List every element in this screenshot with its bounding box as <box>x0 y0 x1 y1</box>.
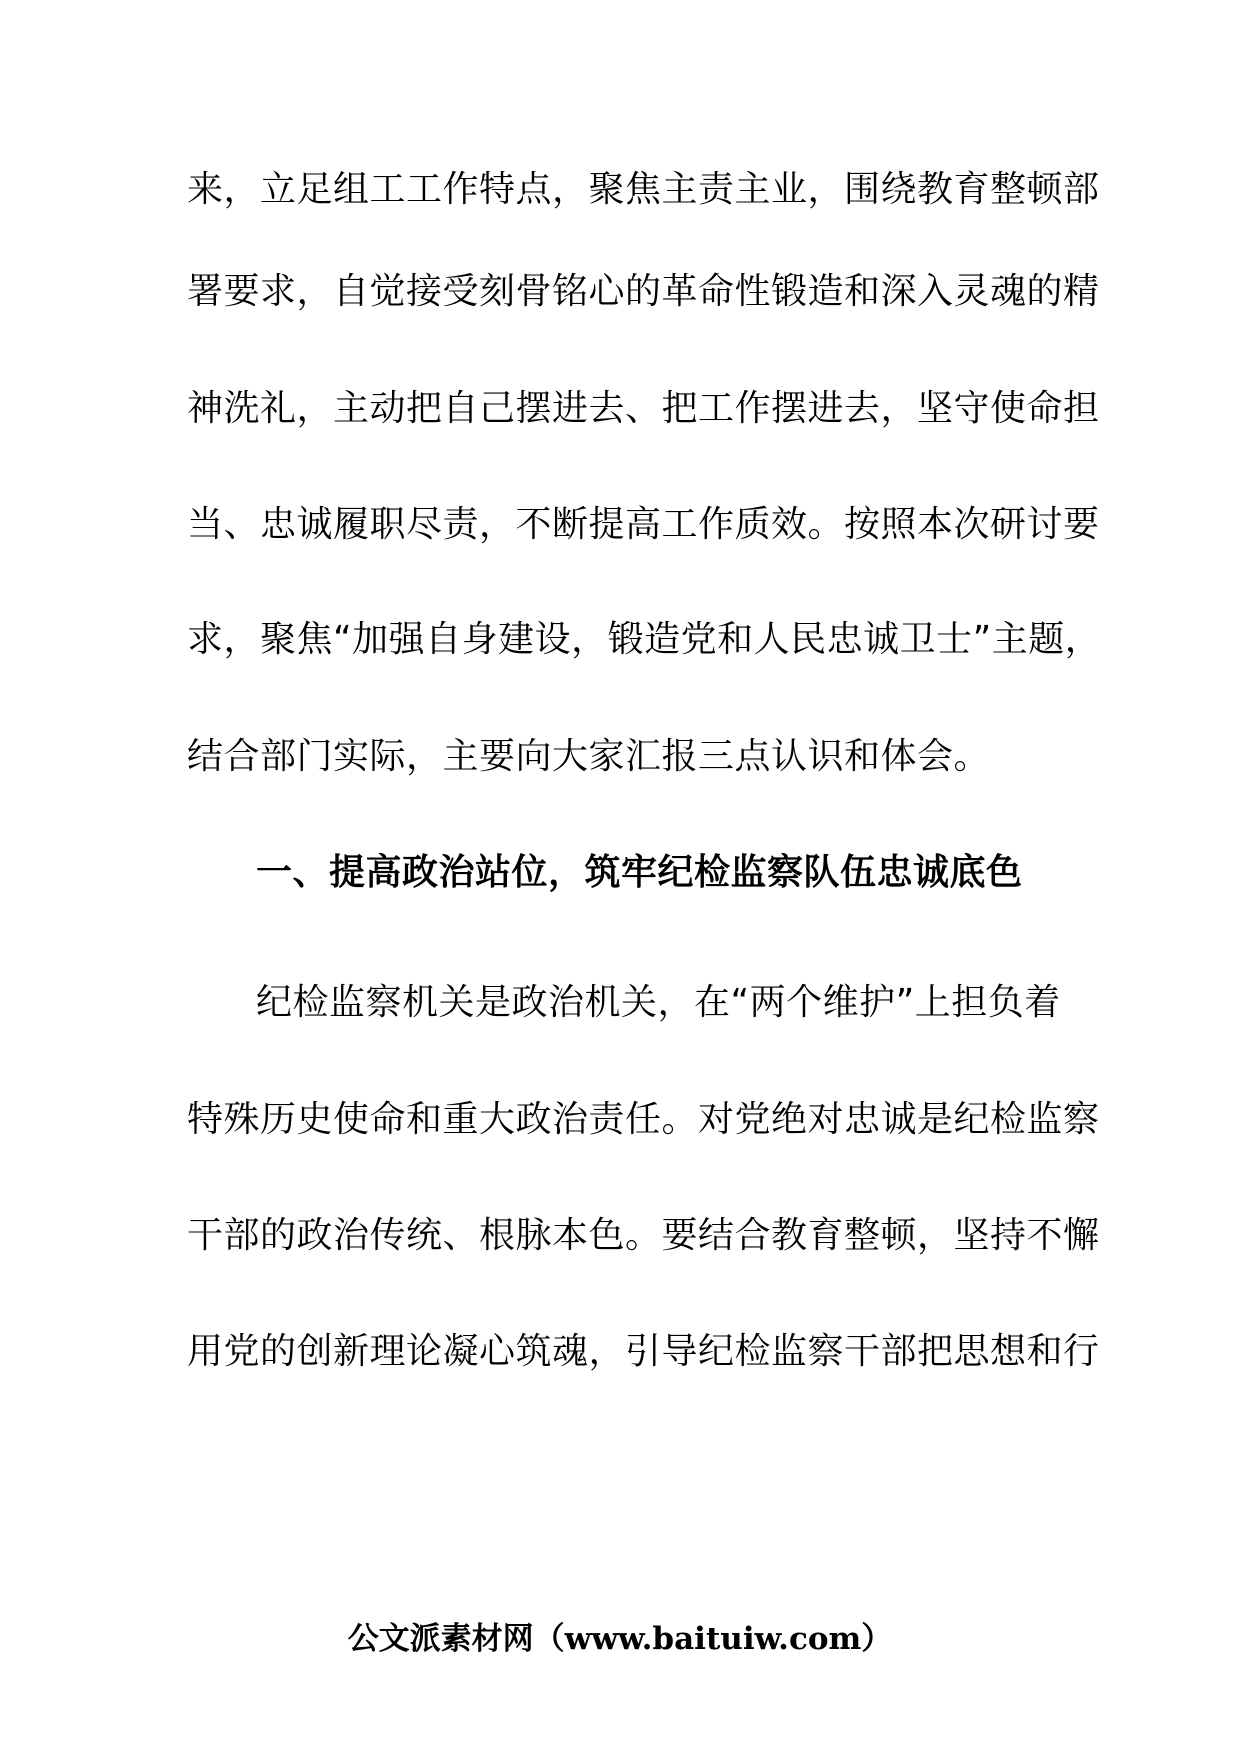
paragraph-line: 神洗礼，主动把自己摆进去、把工作摆进去，坚守使命担 <box>187 388 1100 429</box>
footer-watermark: 公文派素材网（www.baituiw.com） <box>347 1621 893 1657</box>
paragraph-line: 用党的创新理论凝心筑魂，引导纪检监察干部把思想和行 <box>187 1331 1100 1372</box>
section-heading: 一、提高政治站位，筑牢纪检监察队伍忠诚底色 <box>256 852 1023 893</box>
paragraph-line: 署要求，自觉接受刻骨铭心的革命性锻造和深入灵魂的精 <box>187 271 1100 312</box>
paragraph-line: 求，聚焦“加强自身建设，锻造党和人民忠诚卫士”主题， <box>187 619 1102 660</box>
paragraph-line: 纪检监察机关是政治机关，在“两个维护”上担负着 <box>256 982 1061 1023</box>
paragraph-line: 特殊历史使命和重大政治责任。对党绝对忠诚是纪检监察 <box>187 1099 1100 1140</box>
paragraph-line: 当、忠诚履职尽责，不断提高工作质效。按照本次研讨要 <box>187 504 1100 545</box>
paragraph-line: 结合部门实际，主要向大家汇报三点认识和体会。 <box>187 736 991 777</box>
paragraph-line: 来，立足组工工作特点，聚焦主责主业，围绕教育整顿部 <box>187 169 1100 210</box>
paragraph-line: 干部的政治传统、根脉本色。要结合教育整顿，坚持不懈 <box>187 1215 1100 1256</box>
